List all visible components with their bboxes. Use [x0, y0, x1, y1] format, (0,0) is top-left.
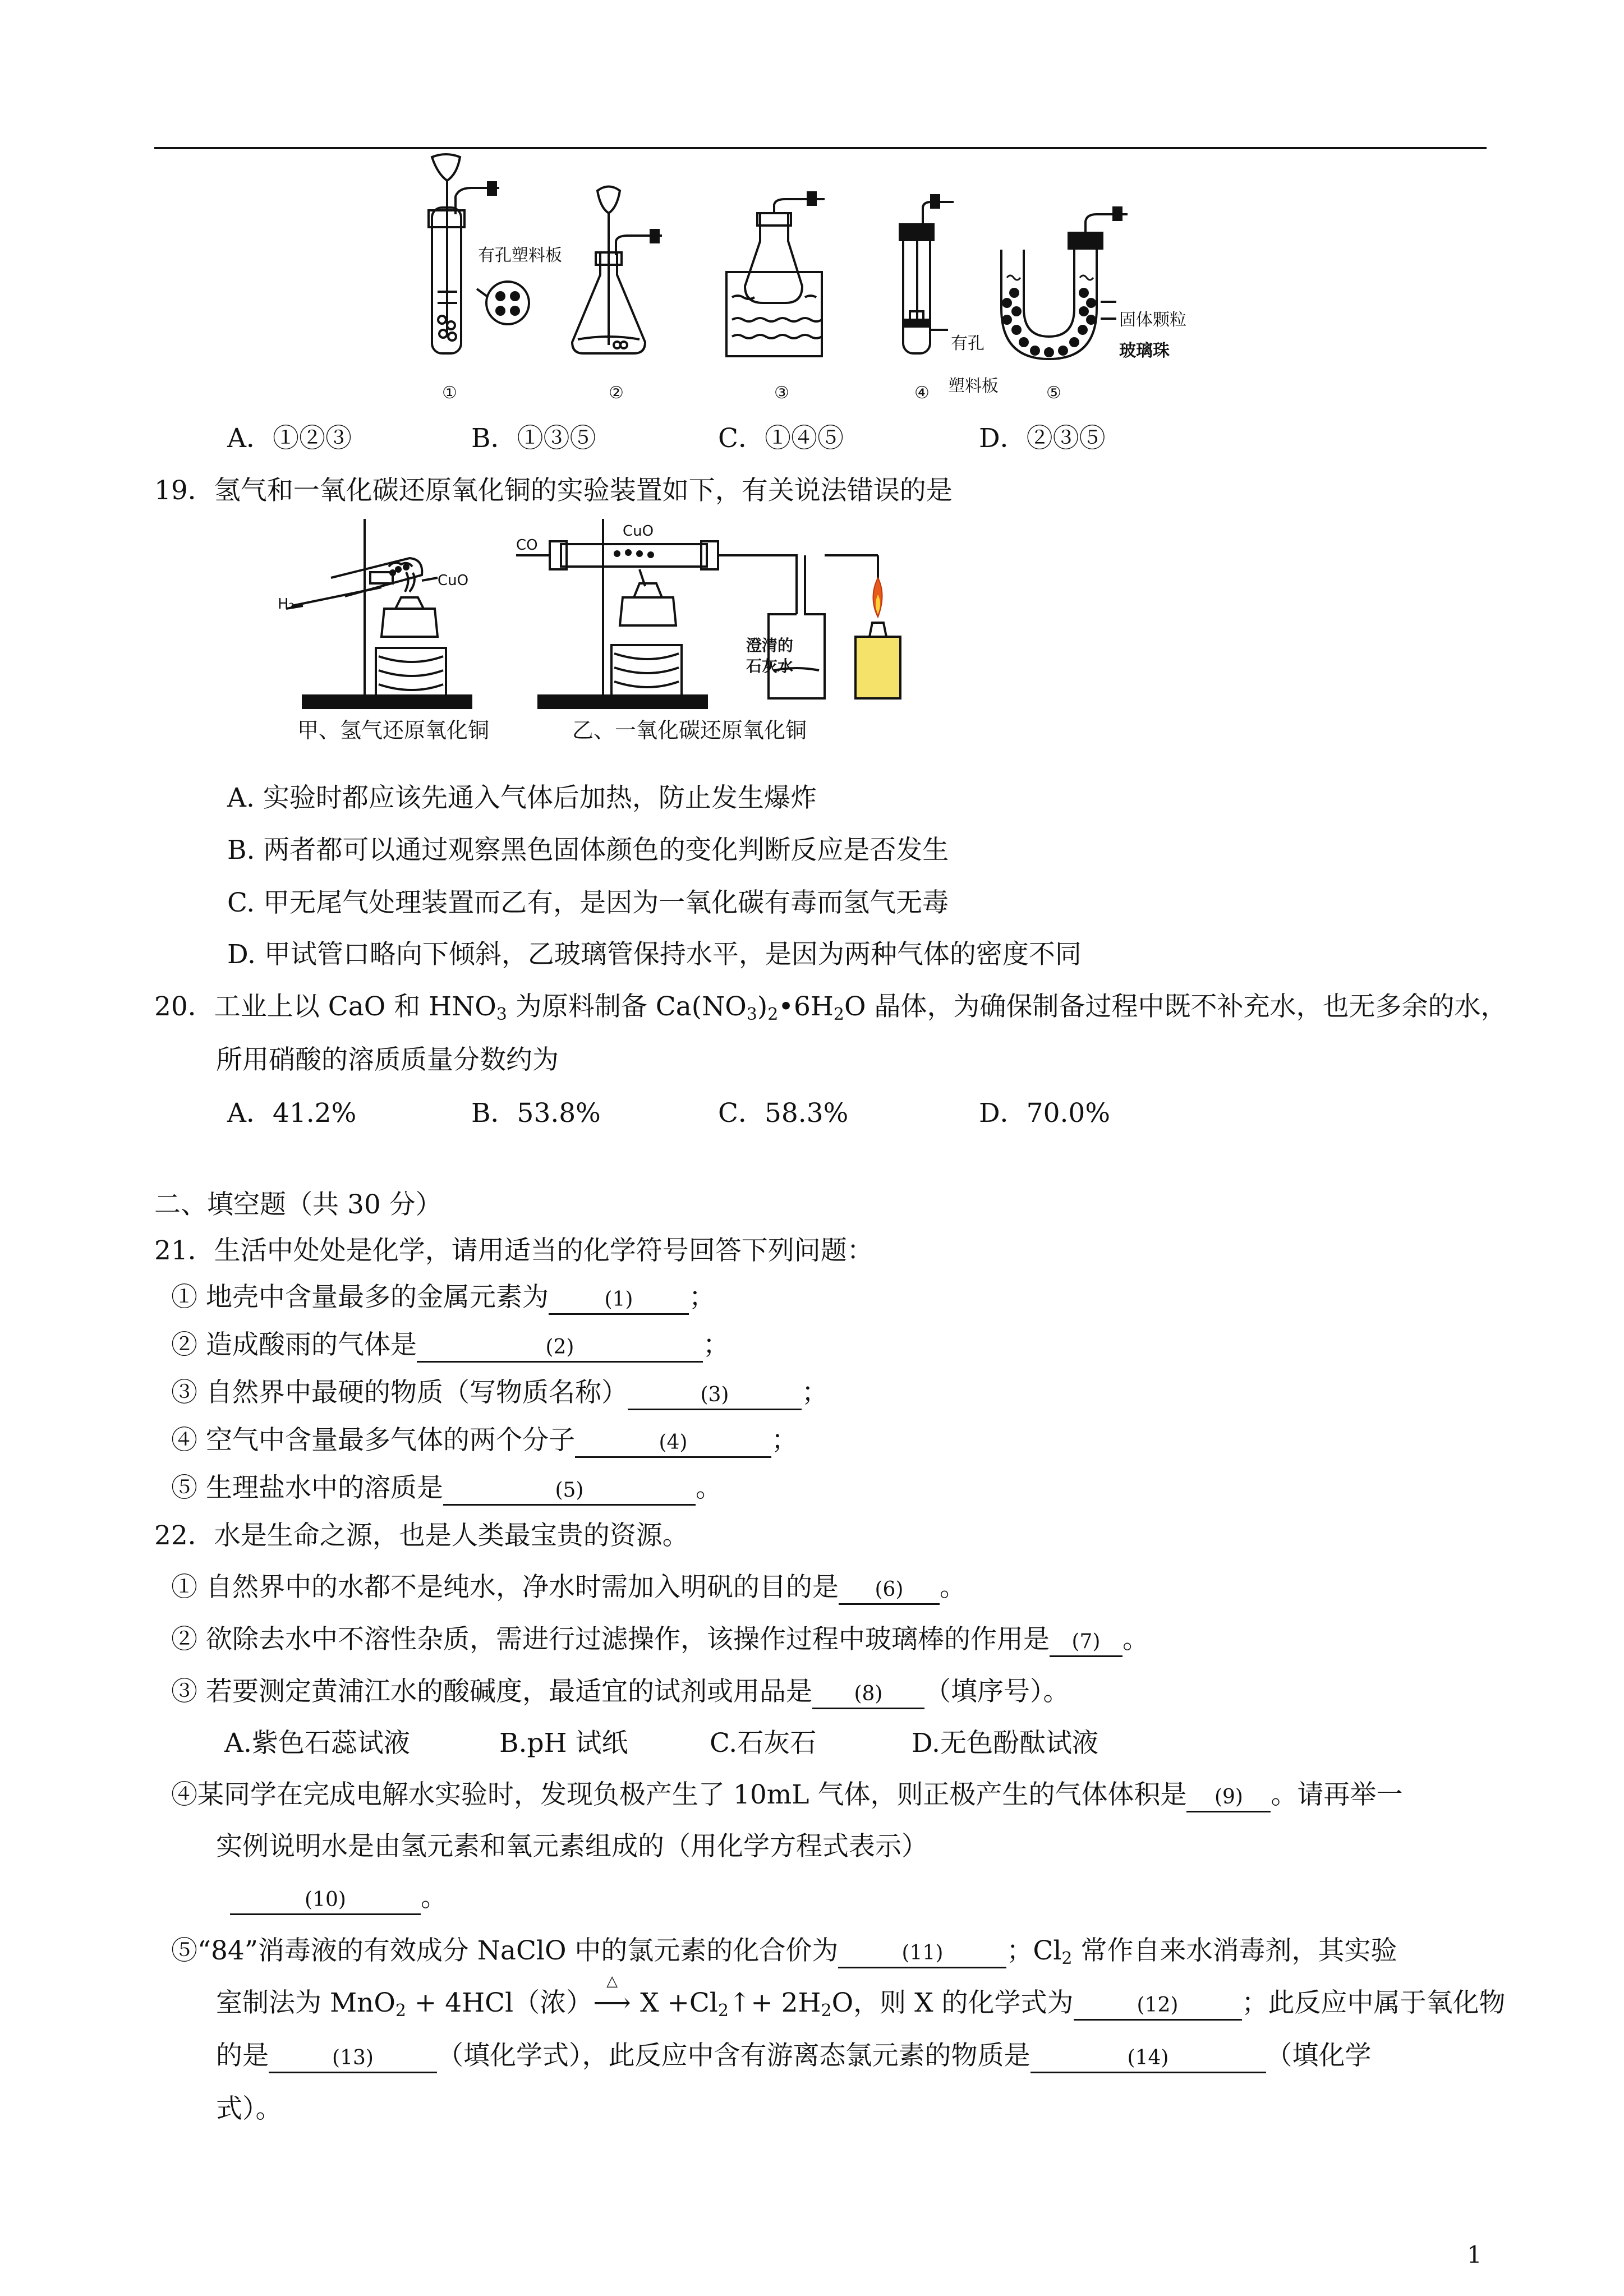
- q22-item-1: ① 自然界中的水都不是纯水，净水时需加入明矾的目的是 (6) 。: [171, 1571, 966, 1605]
- porous-plate-label: 有孔塑料板: [478, 246, 562, 265]
- q18-option-b: B．①③⑤: [471, 423, 596, 454]
- solid-particles-label: 固体颗粒: [1119, 310, 1186, 330]
- caption-co: 乙、一氧化碳还原氧化铜: [572, 718, 807, 743]
- blank-12[interactable]: (12): [1074, 1992, 1242, 2021]
- blank-10[interactable]: (10): [230, 1887, 421, 1915]
- hole-label: 有孔: [951, 334, 984, 353]
- q20-option-a: A．41.2%: [227, 1098, 357, 1129]
- plate-label: 塑料板: [948, 376, 999, 396]
- q20-stem-line1: 20．工业上以 CaO 和 $HNO_3$ 为原料制备 $Ca(NO_3)_2•6H_2O$ 晶体，为确保制备过程中既不补充水，也无多余的水，: [154, 991, 1507, 1024]
- q22-stem: 22．水是生命之源，也是人类最宝贵的资源。: [154, 1520, 689, 1551]
- q20-option-d: D．70.0%: [979, 1098, 1110, 1129]
- q22-item-3-option-a: A.紫色石蕊试液: [224, 1728, 410, 1759]
- q21-item-1: ① 地壳中含量最多的金属元素为 (1) ；: [171, 1281, 715, 1315]
- apparatus-3-label: ③: [774, 383, 789, 403]
- blank-1[interactable]: (1): [549, 1286, 689, 1315]
- blank-7[interactable]: (7): [1050, 1628, 1122, 1657]
- q22-item-2: ② 欲除去水中不溶性杂质，需进行过滤操作，该操作过程中玻璃棒的作用是 (7) 。: [171, 1623, 1149, 1657]
- q19-option-a: A. 实验时都应该先通入气体后加热，防止发生爆炸: [227, 783, 817, 813]
- limewater-label-2: 石灰水: [746, 657, 794, 675]
- q21-item-3: ③ 自然界中最硬的物质（写物质名称） (3) ；: [171, 1376, 828, 1410]
- blank-4[interactable]: (4): [575, 1429, 771, 1458]
- q19-option-c: C. 甲无尾气处理装置而乙有，是因为一氧化碳有毒而氢气无毒: [227, 887, 949, 918]
- q22-item-3-option-d: D.无色酚酞试液: [912, 1728, 1098, 1759]
- q22-item-4-line1: ④某同学在完成电解水实验时，发现负极产生了 10mL 气体，则正极产生的气体体积是 (9) 。请再举一: [171, 1778, 1402, 1812]
- q19-apparatus-figure: [269, 513, 926, 760]
- q22-item-4-line2: 实例说明水是由氢元素和氧元素组成的（用化学方程式表示）: [216, 1831, 928, 1862]
- q22-item-5-line2: 室制法为 MnO$_2$ + 4HCl（浓） △ ⟶ $X +Cl_2↑+ 2H_2O$，则 X 的化学式为 (12) ；此反应中属于氧化物: [216, 1973, 1506, 2021]
- apparatus-5-label: ⑤: [1046, 383, 1061, 403]
- blank-2[interactable]: (2): [417, 1334, 703, 1363]
- h2-label: H₂: [278, 596, 295, 613]
- blank-5[interactable]: (5): [443, 1477, 696, 1506]
- section-heading: 二、填空题（共 30 分）: [154, 1189, 442, 1220]
- q21-item-2: ② 造成酸雨的气体是 (2) ；: [171, 1328, 729, 1363]
- q22-item-3: ③ 若要测定黄浦江水的酸碱度，最适宜的试剂或用品是 (8) （填序号）。: [171, 1675, 1069, 1709]
- q19-option-b: B. 两者都可以通过观察黑色固体颜色的变化判断反应是否发生: [227, 835, 949, 866]
- q19-option-d: D. 甲试管口略向下倾斜，乙玻璃管保持水平，是因为两种气体的密度不同: [227, 939, 1082, 970]
- blank-13[interactable]: (13): [269, 2045, 437, 2073]
- cuo-top-label: CuO: [623, 523, 654, 540]
- blank-6[interactable]: (6): [839, 1576, 940, 1605]
- q18-option-a: A．①②③: [227, 423, 352, 454]
- q22-item-3-option-c: C.石灰石: [710, 1728, 817, 1759]
- q18-option-d: D．②③⑤: [979, 423, 1106, 454]
- page-number: 1: [1467, 2241, 1482, 2269]
- glass-beads-label: 玻璃珠: [1119, 341, 1170, 361]
- blank-3[interactable]: (3): [628, 1382, 802, 1410]
- q22-item-4-line3: (10) 。: [230, 1881, 447, 1915]
- blank-11[interactable]: (11): [838, 1940, 1006, 1968]
- q18-apparatus-figure: [393, 151, 1245, 415]
- q20-option-b: B．53.8%: [471, 1098, 601, 1129]
- q22-item-5-line1: ⑤“84”消毒液的有效成分 NaClO 中的氯元素的化合价为 (11) ；$Cl_2$ 常作自来水消毒剂，其实验: [171, 1935, 1397, 1968]
- q22-item-3-option-b: B.pH 试纸: [499, 1728, 628, 1759]
- header-rule: [154, 147, 1487, 149]
- blank-8[interactable]: (8): [812, 1681, 924, 1709]
- q22-item-5-line4: 式）。: [216, 2093, 282, 2124]
- q20-stem-line2: 所用硝酸的溶质质量分数约为: [216, 1045, 559, 1075]
- apparatus-1-label: ①: [442, 383, 457, 403]
- limewater-label-1: 澄清的: [746, 636, 794, 655]
- apparatus-2-label: ②: [609, 383, 624, 403]
- q19-stem: 19．氢气和一氧化碳还原氧化铜的实验装置如下，有关说法错误的是: [154, 475, 953, 506]
- q21-item-4: ④ 空气中含量最多气体的两个分子 (4) ；: [171, 1424, 798, 1458]
- cuo-left-label: CuO: [438, 572, 469, 589]
- blank-14[interactable]: (14): [1030, 2045, 1266, 2073]
- caption-h2: 甲、氢气还原氧化铜: [297, 718, 490, 743]
- q18-option-c: C．①④⑤: [718, 423, 844, 454]
- apparatus-4-label: ④: [914, 383, 930, 403]
- co-label: CO: [516, 537, 538, 554]
- blank-9[interactable]: (9): [1186, 1784, 1271, 1812]
- q21-item-5: ⑤ 生理盐水中的溶质是 (5) 。: [171, 1471, 722, 1506]
- q21-stem: 21．生活中处处是化学，请用适当的化学符号回答下列问题：: [154, 1235, 873, 1266]
- q22-item-5-line3: 的是 (13) （填化学式），此反应中含有游离态氯元素的物质是 (14) （填化学: [216, 2039, 1372, 2073]
- q20-option-c: C．58.3%: [718, 1098, 849, 1129]
